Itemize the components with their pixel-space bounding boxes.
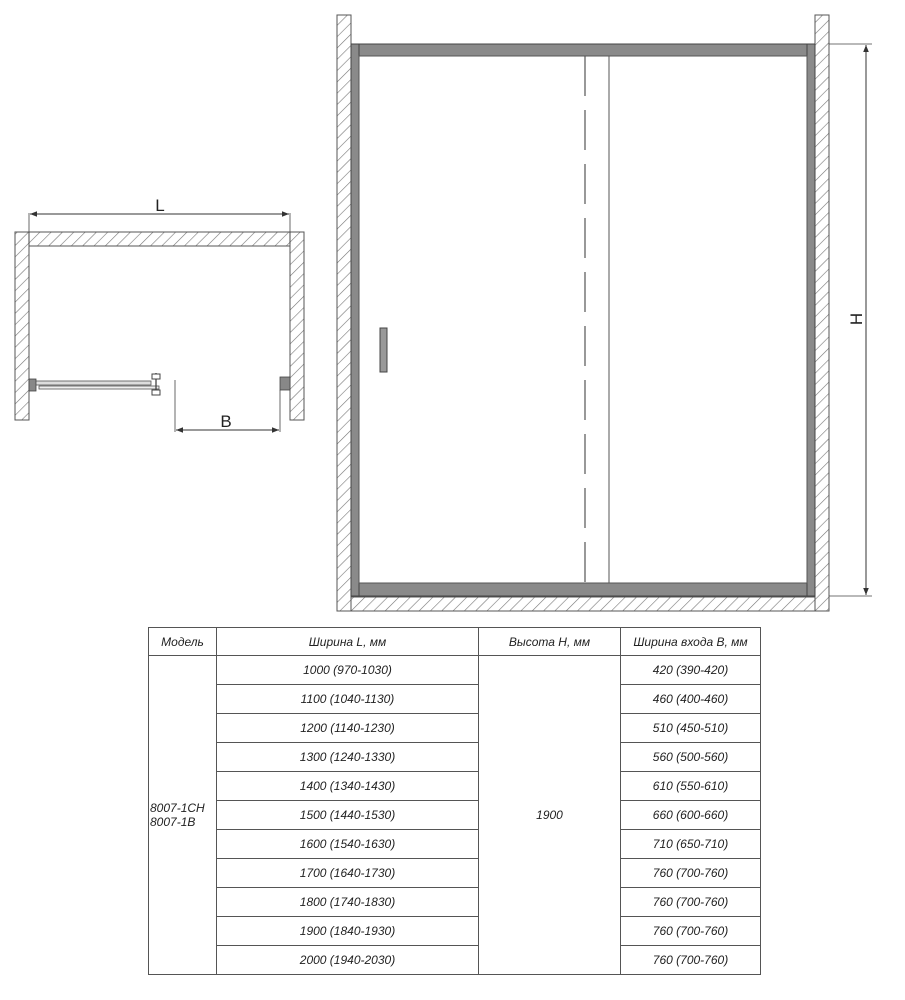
fixed-panel bbox=[609, 56, 807, 583]
front-floor bbox=[351, 597, 815, 611]
entry-cell: 510 (450-510) bbox=[621, 714, 761, 743]
model-name-1: 8007-1CH bbox=[150, 801, 205, 815]
sliding-door-panel bbox=[359, 56, 609, 583]
specification-table bbox=[148, 627, 761, 975]
width-cell: 1000 (970-1030) bbox=[217, 656, 479, 685]
table-row bbox=[149, 685, 761, 714]
entry-cell: 760 (700-760) bbox=[621, 917, 761, 946]
table-row bbox=[149, 859, 761, 888]
front-left-wall bbox=[337, 15, 351, 611]
width-cell: 1700 (1640-1730) bbox=[217, 859, 479, 888]
table-row bbox=[149, 714, 761, 743]
model-name-2: 8007-1B bbox=[150, 815, 196, 829]
back-wall bbox=[29, 232, 291, 246]
entry-cell: 760 (700-760) bbox=[621, 888, 761, 917]
table-row bbox=[149, 830, 761, 859]
entry-cell: 760 (700-760) bbox=[621, 946, 761, 975]
front-view bbox=[337, 15, 872, 611]
frame-top-rail bbox=[351, 44, 815, 56]
table-header-row bbox=[149, 628, 761, 656]
header-height: Высота H, мм bbox=[479, 628, 621, 656]
height-cell: 1900 bbox=[479, 656, 621, 975]
width-cell: 1300 (1240-1330) bbox=[217, 743, 479, 772]
frame-left-profile bbox=[351, 44, 359, 596]
sliding-glass-panel bbox=[39, 386, 159, 389]
table-row bbox=[149, 656, 761, 685]
entry-cell: 610 (550-610) bbox=[621, 772, 761, 801]
width-cell: 1600 (1540-1630) bbox=[217, 830, 479, 859]
left-wall bbox=[15, 232, 29, 420]
right-profile bbox=[280, 377, 290, 390]
entry-cell: 420 (390-420) bbox=[621, 656, 761, 685]
frame-right-profile bbox=[807, 44, 815, 596]
width-cell: 1100 (1040-1130) bbox=[217, 685, 479, 714]
header-width: Ширина L, мм bbox=[217, 628, 479, 656]
dimension-B-label: B bbox=[220, 412, 232, 431]
fixed-glass-panel bbox=[29, 381, 151, 385]
width-cell: 2000 (1940-2030) bbox=[217, 946, 479, 975]
entry-cell: 660 (600-660) bbox=[621, 801, 761, 830]
dimension-L-label: L bbox=[155, 196, 165, 215]
entry-cell: 560 (500-560) bbox=[621, 743, 761, 772]
right-wall bbox=[290, 232, 304, 420]
width-cell: 1500 (1440-1530) bbox=[217, 801, 479, 830]
model-cell bbox=[149, 656, 217, 975]
table-row bbox=[149, 801, 761, 830]
dimension-H-label: H bbox=[847, 312, 866, 326]
table-row bbox=[149, 917, 761, 946]
header-entry-width: Ширина входа B, мм bbox=[621, 628, 761, 656]
table-row bbox=[149, 946, 761, 975]
entry-cell: 460 (400-460) bbox=[621, 685, 761, 714]
width-cell: 1800 (1740-1830) bbox=[217, 888, 479, 917]
door-handle-plan bbox=[152, 373, 160, 395]
frame-bottom-rail bbox=[351, 583, 815, 596]
width-cell: 1200 (1140-1230) bbox=[217, 714, 479, 743]
entry-cell: 710 (650-710) bbox=[621, 830, 761, 859]
width-cell: 1900 (1840-1930) bbox=[217, 917, 479, 946]
header-model: Модель bbox=[149, 628, 217, 656]
entry-cell: 760 (700-760) bbox=[621, 859, 761, 888]
table-row bbox=[149, 743, 761, 772]
left-profile bbox=[29, 379, 36, 391]
table-row bbox=[149, 772, 761, 801]
table-row bbox=[149, 888, 761, 917]
front-right-wall bbox=[815, 15, 829, 611]
top-view bbox=[15, 196, 304, 432]
door-handle bbox=[380, 328, 387, 372]
width-cell: 1400 (1340-1430) bbox=[217, 772, 479, 801]
